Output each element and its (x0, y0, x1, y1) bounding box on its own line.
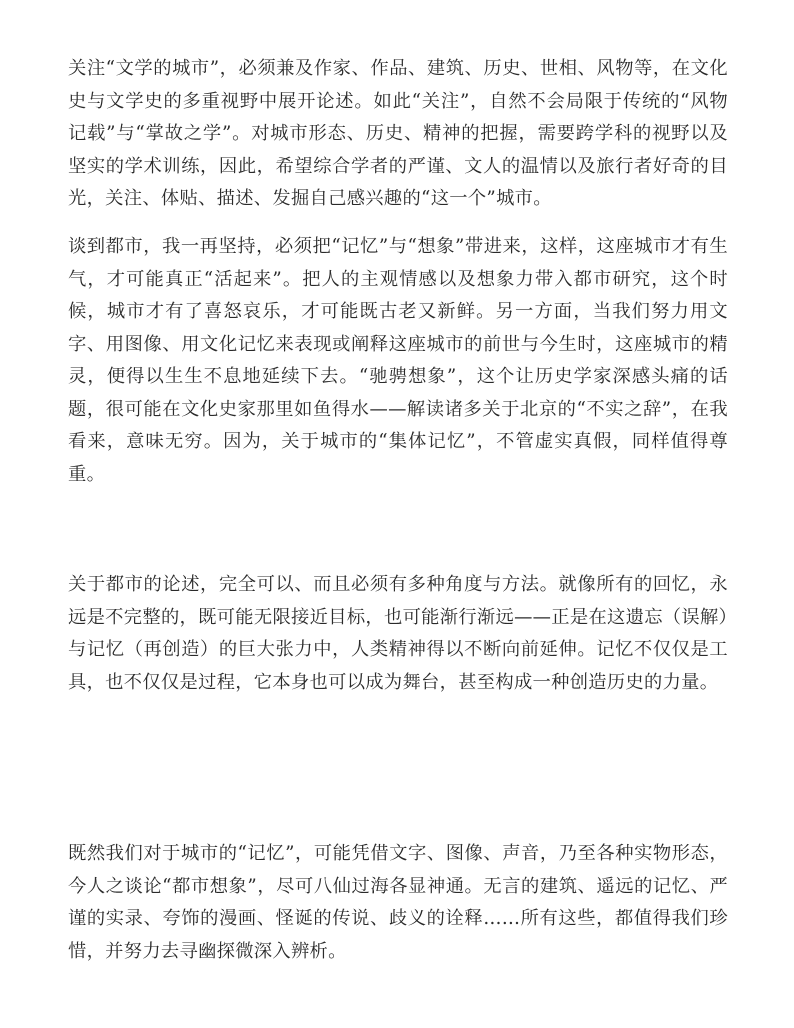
paragraph-literary-city: 关注“文学的城市”，必须兼及作家、作品、建筑、历史、世相、风物等，在文化史与文学史的多重视野中展开论述。如此“关注”，自然不会局限于传统的“风物记载”与“掌故之学”。对城市形态、历史、精神的把握，需要跨学科的视野以及坚实的学术训练，因此，希望综合学者的严谨、文人的温情以及旅行者好奇的目光，关注、体贴、描述、发掘自己感兴趣的“这一个”城市。 (68, 58, 728, 209)
paragraph-urban-imagination: 既然我们对于城市的“记忆”，可能凭借文字、图像、声音，乃至各种实物形态，今人之谈论“都市想象”，尽可八仙过海各显神通。无言的建筑、遥远的记忆、严谨的实录、夸饰的漫画、怪诞的传说、歧义的诠释……所有这些，都值得我们珍惜，并努力去寻幽探微深入辨析。 (68, 843, 728, 962)
paragraph-memory-imagination: 谈到都市，我一再坚持，必须把“记忆”与“想象”带进来，这样，这座城市才有生气，才可能真正“活起来”。把人的主观情感以及想象力带入都市研究，这个时候，城市才有了喜怒哀乐，才可能既古老又新鲜。另一方面，当我们努力用文字、用图像、用文化记忆来表现或阐释这座城市的前世与今生时，这座城市的精灵，便得以生生不息地延续下去。“驰骋想象”，这个让历史学家深感头痛的话题，很可能在文化史家那里如鱼得水——解读诸多关于北京的“不实之辞”，在我看来，意味无穷。因为，关于城市的“集体记忆”，不管虚实真假，同样值得尊重。 (68, 236, 728, 485)
paragraph-perspectives-methods: 关于都市的论述，完全可以、而且必须有多种角度与方法。就像所有的回忆，永远是不完整的，既可能无限接近目标，也可能渐行渐远——正是在这遗忘（误解）与记忆（再创造）的巨大张力中，人类精神得以不断向前延伸。记忆不仅仅是工具，也不仅仅是过程，它本身也可以成为舞台，甚至构成一种创造历史的力量。 (68, 574, 728, 693)
